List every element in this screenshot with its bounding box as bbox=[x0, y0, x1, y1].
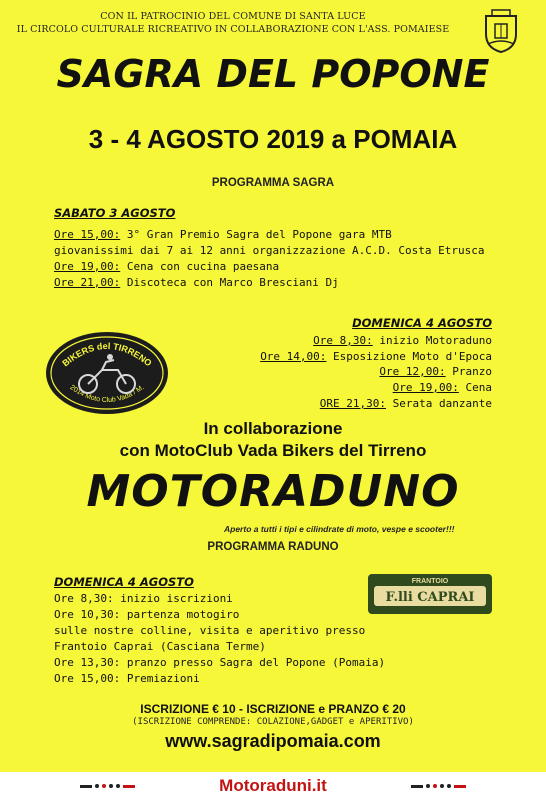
frantoio-name: F.lli CAPRAI bbox=[385, 590, 475, 605]
sunday-item: Ore 19,00: Cena bbox=[392, 381, 492, 394]
event-dates: 3 - 4 AGOSTO 2019 a POMAIA bbox=[88, 124, 458, 154]
patronage-line-1: CON IL PATROCINIO DEL COMUNE DI SANTA LUCE bbox=[100, 11, 366, 22]
dots-decoration-icon bbox=[411, 784, 466, 788]
bikers-del-tirreno-badge bbox=[44, 330, 170, 416]
patronage-line-2: IL CIRCOLO CULTURALE RICREATIVO IN COLLABORAZIONE CON L'ASS. POMAIESE bbox=[16, 24, 450, 35]
frantoio-top-text: FRANTOIO bbox=[411, 578, 449, 585]
saturday-heading: SABATO 3 AGOSTO bbox=[54, 206, 176, 220]
raduno-item: Ore 8,30: inizio iscrizioni bbox=[54, 592, 233, 605]
motoraduno-title: MOTORADUNO bbox=[86, 466, 460, 517]
saturday-item: Ore 21,00: Discoteca con Marco Bresciani Dj bbox=[54, 276, 339, 289]
badge-bottom-text: 2014 Moto Club Vada / M. bbox=[68, 384, 146, 405]
motoraduno-subtitle: Aperto a tutti i tipi e cilindrate di moto, vespe e scooter!!! bbox=[224, 524, 455, 534]
event-title: SAGRA DEL POPONE bbox=[56, 52, 490, 96]
raduno-item: Ore 15,00: Premiazioni bbox=[54, 672, 200, 685]
footer bbox=[0, 772, 546, 800]
sunday-item: ORE 21,30: Serata danzante bbox=[319, 397, 492, 410]
fees-line: ISCRIZIONE € 10 - ISCRIZIONE e PRANZO € 20 bbox=[140, 702, 406, 716]
sunday-heading: DOMENICA 4 AGOSTO bbox=[352, 316, 492, 330]
sagra-program-title: PROGRAMMA SAGRA bbox=[211, 177, 335, 189]
collaboration-line-2: con MotoClub Vada Bikers del Tirreno bbox=[119, 441, 427, 460]
saturday-item: giovanissimi dai 7 ai 12 anni organizzazione A.C.D. Costa Etrusca bbox=[54, 244, 485, 257]
raduno-item: Ore 13,30: pranzo presso Sagra del Popone (Pomaia) bbox=[54, 656, 386, 669]
badge-top-text: BIKERS del TIRRENO bbox=[60, 340, 154, 369]
saturday-item: Ore 15,00: 3° Gran Premio Sagra del Popone gara MTB bbox=[54, 228, 392, 241]
sunday-item: Ore 12,00: Pranzo bbox=[379, 365, 492, 378]
municipal-crest-icon bbox=[478, 8, 524, 54]
sunday-item: Ore 14,00: Esposizione Moto d'Epoca bbox=[260, 350, 492, 363]
raduno-item: Frantoio Caprai (Casciana Terme) bbox=[54, 640, 266, 653]
raduno-program-title: PROGRAMMA RADUNO bbox=[207, 541, 339, 553]
raduno-item: sulle nostre colline, visita e aperitivo presso bbox=[54, 624, 366, 637]
sunday-item: Ore 8,30: inizio Motoraduno bbox=[313, 334, 492, 347]
raduno-item: Ore 10,30: partenza motogiro bbox=[54, 608, 240, 621]
website-link[interactable]: www.sagradipomaia.com bbox=[165, 731, 381, 751]
raduno-day-heading: DOMENICA 4 AGOSTO bbox=[54, 575, 194, 589]
saturday-item: Ore 19,00: Cena con cucina paesana bbox=[54, 260, 280, 273]
collaboration-line-1: In collaborazione bbox=[203, 419, 343, 438]
frantoio-caprai-logo bbox=[366, 568, 494, 618]
fees-note: (ISCRIZIONE COMPRENDE: COLAZIONE,GADGET e APERITIVO) bbox=[132, 717, 414, 727]
footer-brand-link[interactable]: Motoraduni.it bbox=[219, 776, 327, 795]
